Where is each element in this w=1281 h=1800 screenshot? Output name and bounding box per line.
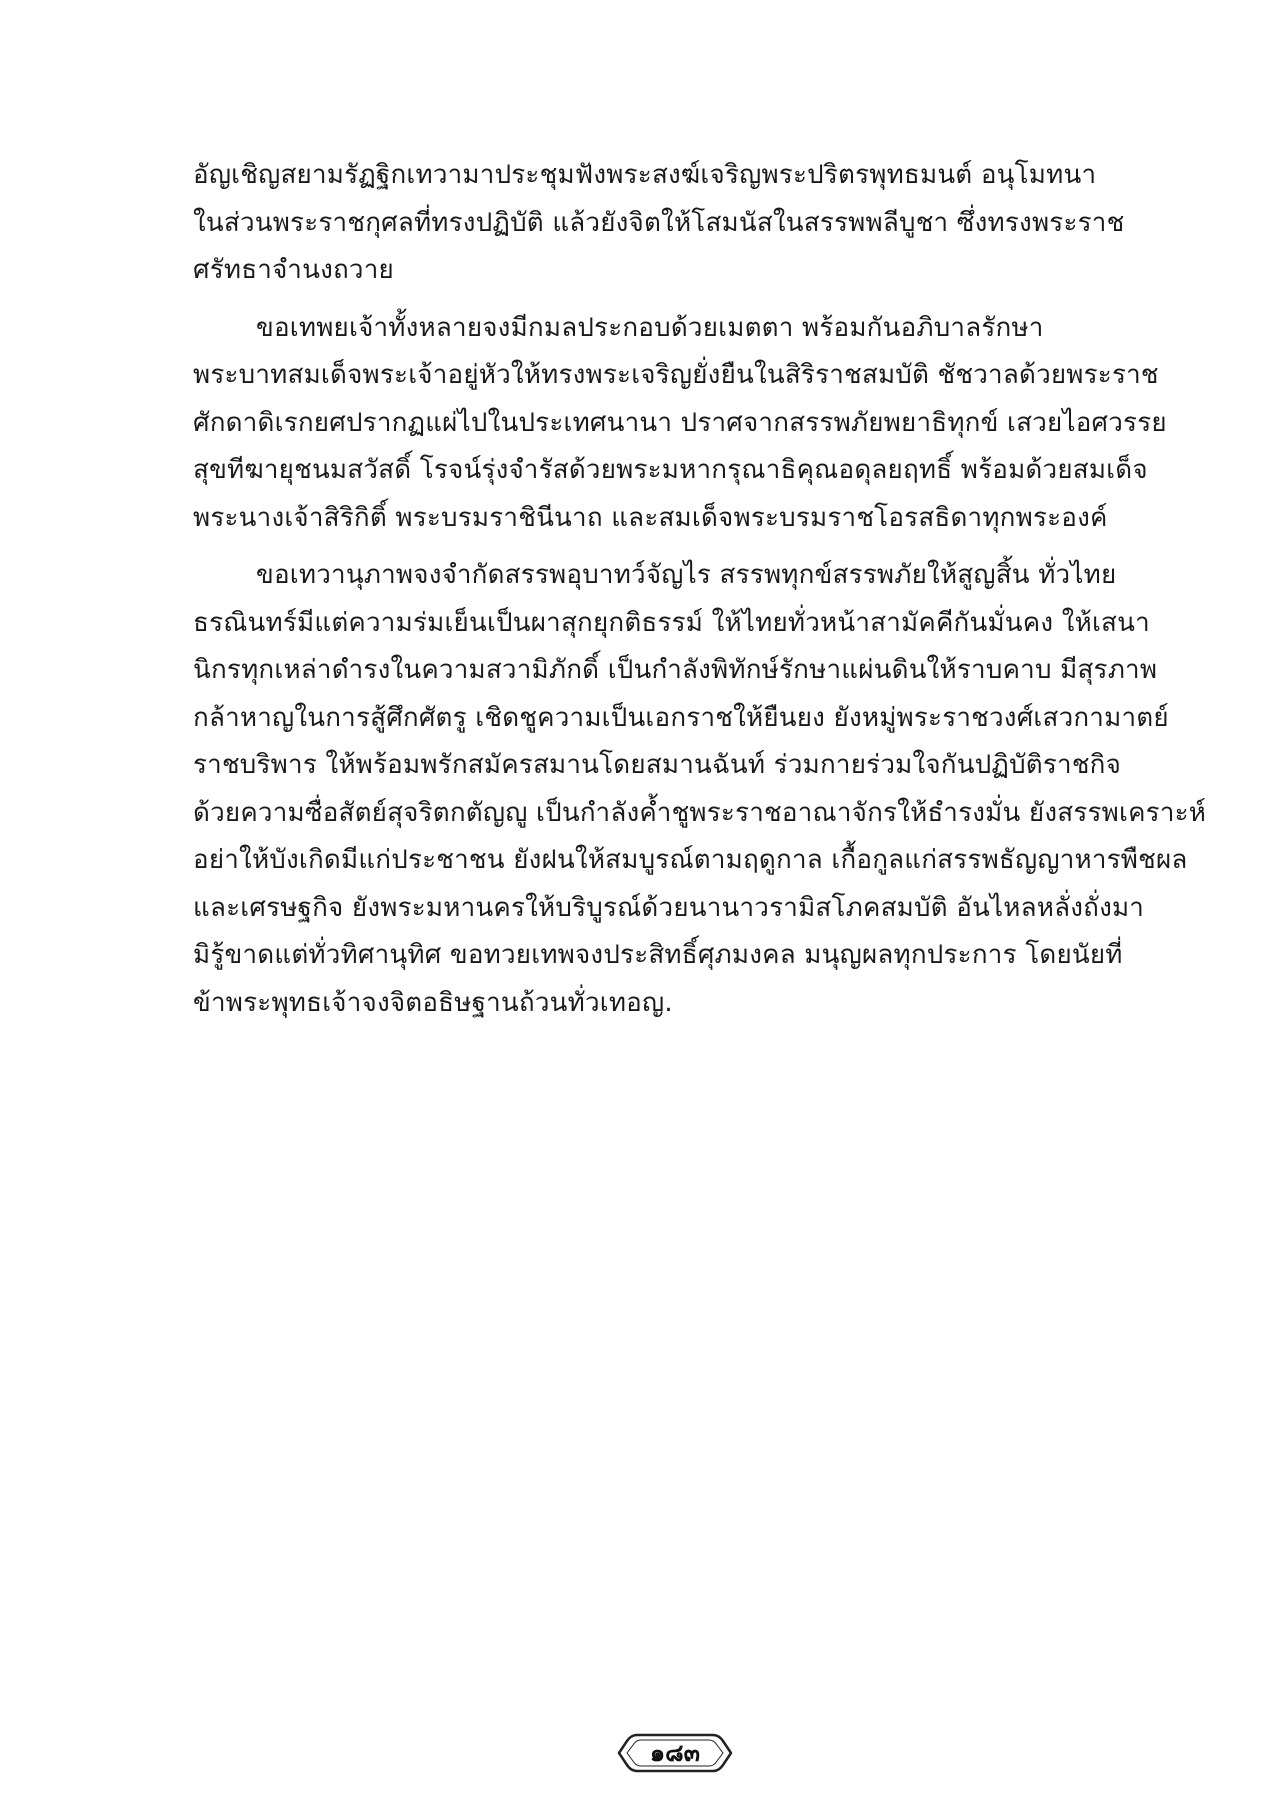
text-line: นิกรทุกเหล่าดำรงในความสวามิภักดิ์ เป็นกำลังพิทักษ์รักษาแผ่นดินให้ราบคาบ มีสุรภาพ bbox=[193, 655, 1158, 685]
text-line: มิรู้ขาดแต่ทั่วทิศานุทิศ ขอทวยเทพจงประสิทธิ์ศุภมงคล มนุญผลทุกประการ โดยนัยที่ bbox=[193, 940, 1123, 970]
text-line: อย่าให้บังเกิดมีแก่ประชาชน ยังฝนให้สมบูรณ์ตามฤดูกาล เกื้อกูลแก่สรรพธัญญาหารพืชผล bbox=[193, 845, 1188, 875]
page-number: ๑๘๓ bbox=[649, 1739, 701, 1767]
text-line: ศรัทธาจำนงถวาย bbox=[193, 255, 394, 285]
paragraph-2 bbox=[193, 305, 1167, 543]
paragraph-3 bbox=[193, 552, 1207, 1027]
text-line: ศักดาดิเรกยศปรากฏแผ่ไปในประเทศนานา ปราศจากสรรพภัยพยาธิทุกข์ เสวยไอศวรรย bbox=[193, 407, 1167, 438]
text-line: ขอเทพยเจ้าทั้งหลายจงมีกมลประกอบด้วยเมตตา พร้อมกันอภิบาลรักษา bbox=[256, 312, 1044, 343]
text-line: ราชบริพาร ให้พร้อมพรักสมัครสมานโดยสมานฉันท์ ร่วมกายร่วมใจกันปฏิบัติราชกิจ bbox=[193, 750, 1122, 780]
text-line: สุขทีฆายุชนมสวัสดิ์ โรจน์รุ่งจำรัสด้วยพระมหากรุณาธิคุณอดุลยฤทธิ์ พร้อมด้วยสมเด็จ bbox=[193, 455, 1148, 485]
text-line: ด้วยความซื่อสัตย์สุจริตกตัญญู เป็นกำลังค้ำชูพระราชอาณาจักรให้ธำรงมั่น ยังสรรพเคราะห์ bbox=[193, 797, 1207, 828]
text-line: ธรณินทร์มีแต่ความร่มเย็นเป็นผาสุกยุกติธรรม์ ให้ไทยทั่วหน้าสามัคคีกันมั่นคง ให้เสนา bbox=[193, 607, 1150, 638]
text-line: กล้าหาญในการสู้ศึกศัตรู เชิดชูความเป็นเอกราชให้ยืนยง ยังหมู่พระราชวงศ์เสวกามาตย์ bbox=[193, 702, 1169, 733]
text-line: และเศรษฐกิจ ยังพระมหานครให้บริบูรณ์ด้วยนานาวรามิสโภคสมบัติ อันไหลหลั่งถั่งมา bbox=[193, 892, 1145, 923]
text-line: ข้าพระพุทธเจ้าจงจิตอธิษฐานถ้วนทั่วเทอญ. bbox=[193, 987, 673, 1018]
text-line: พระนางเจ้าสิริกิติ์ พระบรมราชินีนาถ และสมเด็จพระบรมราชโอรสธิดาทุกพระองค์ bbox=[193, 502, 1108, 533]
text-line: พระบาทสมเด็จพระเจ้าอยู่หัวให้ทรงพระเจริญยั่งยืนในสิริราชสมบัติ ชัชวาลด้วยพระราช bbox=[193, 360, 1159, 390]
document-body bbox=[193, 152, 1207, 1037]
text-line: ขอเทวานุภาพจงจำกัดสรรพอุบาทว์จัญไร สรรพทุกข์สรรพภัยให้สูญสิ้น ทั่วไทย bbox=[256, 560, 1117, 590]
text-line: ในส่วนพระราชกุศลที่ทรงปฏิบัติ แล้วยังจิตให้โสมนัสในสรรพพลีบูชา ซึ่งทรงพระราช bbox=[193, 207, 1125, 238]
page-number-badge bbox=[615, 1731, 735, 1775]
paragraph-1 bbox=[193, 152, 1155, 295]
text-line: อัญเชิญสยามรัฏฐิกเทวามาประชุมฟังพระสงฆ์เจริญพระปริตรพุทธมนต์ อนุโมทนา bbox=[193, 160, 1097, 190]
